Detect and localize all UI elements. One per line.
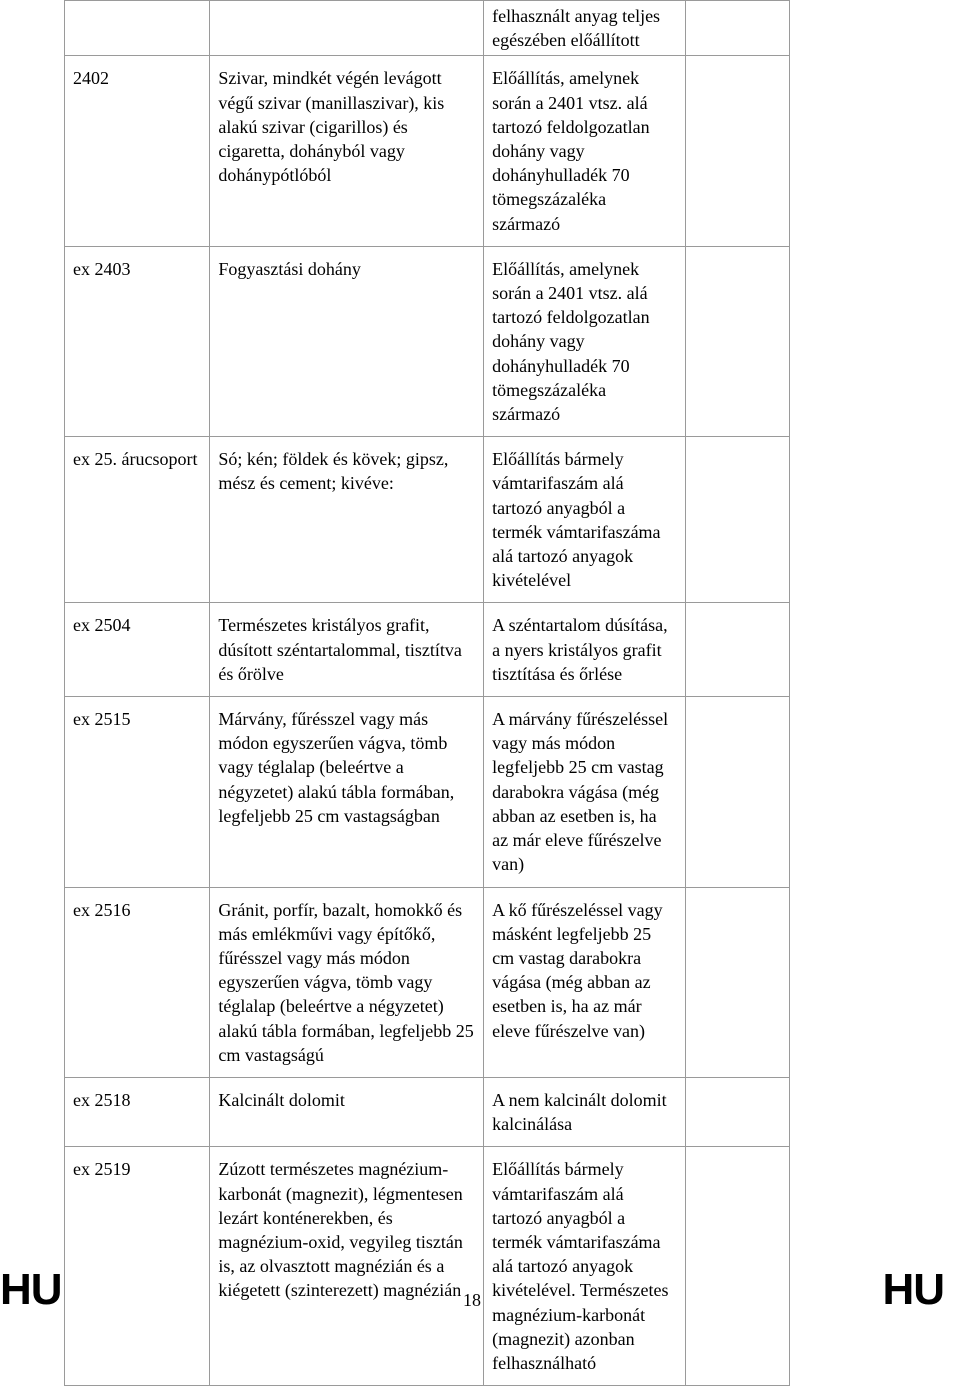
description-text: Kalcinált dolomit bbox=[218, 1089, 345, 1110]
code-text: ex 2515 bbox=[73, 709, 131, 730]
extra-cell bbox=[685, 697, 789, 887]
description-text: Gránit, porfír, bazalt, homokkő és más emlékművi vagy építőkő, fűrésszel vagy más módon egyszerűen vágva, tömb vagy téglalap (beleértve a négyzetet) alakú tábla formában, legfeljebb 25 cm vastagságú bbox=[218, 899, 474, 1065]
description-cell bbox=[210, 1147, 484, 1386]
rule-cell bbox=[484, 887, 686, 1077]
code-text: ex 25. árucsoport bbox=[73, 449, 198, 470]
rule-text: Előállítás, amelynek során a 2401 vtsz. alá tartozó feldolgozatlan dohány vagy dohányhulladék 70 tömegszázaléka származó bbox=[492, 68, 650, 234]
rule-text: felhasznált anyag teljes egészében előállított bbox=[492, 6, 661, 51]
code-text: ex 2518 bbox=[73, 1089, 131, 1110]
rule-text: A nem kalcinált dolomit kalcinálása bbox=[492, 1089, 667, 1135]
rules-table bbox=[64, 0, 790, 1386]
description-text: Természetes kristályos grafit, dúsított széntartalommal, tisztítva és őrölve bbox=[218, 615, 462, 684]
description-cell bbox=[210, 56, 484, 246]
extra-cell bbox=[685, 437, 789, 603]
table-row bbox=[65, 246, 790, 436]
rule-cell bbox=[484, 1077, 686, 1146]
code-text: 2402 bbox=[73, 68, 109, 89]
rule-text: Előállítás bármely vámtarifaszám alá tartozó anyagból a termék vámtarifaszáma alá tartozó anyagok kivételével. Természetes magnézium-karbonát (magnezit) azonban felhasználható bbox=[492, 1159, 669, 1373]
description-cell bbox=[210, 246, 484, 436]
table-row bbox=[65, 603, 790, 697]
code-cell bbox=[65, 437, 210, 603]
table-row bbox=[65, 437, 790, 603]
description-cell bbox=[210, 1077, 484, 1146]
table-row bbox=[65, 1, 790, 56]
code-cell bbox=[65, 246, 210, 436]
extra-cell bbox=[685, 1147, 789, 1386]
table-row bbox=[65, 1147, 790, 1386]
extra-cell bbox=[685, 1077, 789, 1146]
code-text: ex 2516 bbox=[73, 899, 131, 920]
table-row bbox=[65, 697, 790, 887]
rule-cell bbox=[484, 1, 686, 56]
footer-language-mark-right: HU bbox=[882, 1265, 944, 1314]
table-row bbox=[65, 887, 790, 1077]
extra-cell bbox=[685, 1, 789, 56]
table-row bbox=[65, 1077, 790, 1146]
rule-text: A széntartalom dúsítása, a nyers kristályos grafit tisztítása és őrlése bbox=[492, 615, 668, 684]
code-cell bbox=[65, 603, 210, 697]
code-cell bbox=[65, 1, 210, 56]
description-text: Szivar, mindkét végén levágott végű szivar (manillaszivar), kis alakú szivar (cigarillos) és cigaretta, dohányból vagy dohánypótlóból bbox=[218, 68, 445, 186]
extra-cell bbox=[685, 603, 789, 697]
code-text: ex 2504 bbox=[73, 615, 131, 636]
page-number: 18 bbox=[463, 1290, 481, 1310]
rule-cell bbox=[484, 56, 686, 246]
footer-language-mark-left: HU bbox=[0, 1265, 62, 1314]
rule-text: A márvány fűrészeléssel vagy más módon legfeljebb 25 cm vastag darabokra vágása (még abban az esetben is, ha az már eleve fűrészelve van) bbox=[492, 709, 669, 875]
code-text: ex 2403 bbox=[73, 258, 131, 279]
code-cell bbox=[65, 887, 210, 1077]
rule-cell bbox=[484, 697, 686, 887]
description-cell bbox=[210, 437, 484, 603]
code-cell bbox=[65, 1147, 210, 1386]
rule-cell bbox=[484, 246, 686, 436]
rule-text: A kő fűrészeléssel vagy másként legfeljebb 25 cm vastag darabokra vágása (még abban az esetben is, ha az már eleve fűrészelve van) bbox=[492, 899, 663, 1041]
rule-text: Előállítás, amelynek során a 2401 vtsz. alá tartozó feldolgozatlan dohány vagy dohányhulladék 70 tömegszázaléka származó bbox=[492, 258, 650, 425]
description-cell bbox=[210, 697, 484, 887]
code-cell bbox=[65, 56, 210, 246]
extra-cell bbox=[685, 887, 789, 1077]
rule-cell bbox=[484, 437, 686, 603]
description-cell bbox=[210, 1, 484, 56]
code-cell bbox=[65, 1077, 210, 1146]
extra-cell bbox=[685, 246, 789, 436]
description-cell bbox=[210, 603, 484, 697]
code-cell bbox=[65, 697, 210, 887]
description-text: Fogyasztási dohány bbox=[218, 258, 361, 279]
table-row bbox=[65, 56, 790, 246]
code-text: ex 2519 bbox=[73, 1159, 131, 1180]
description-text: Zúzott természetes magnézium-karbonát (magnezit), légmentesen lezárt konténerekben, és magnézium-oxid, vegyileg tisztán is, az olvasztott magnézián és a kiégetett (szinterezett) magnézián bbox=[218, 1159, 463, 1301]
rule-cell bbox=[484, 1147, 686, 1386]
description-cell bbox=[210, 887, 484, 1077]
rule-cell bbox=[484, 603, 686, 697]
extra-cell bbox=[685, 56, 789, 246]
description-text: Márvány, fűrésszel vagy más módon egyszerűen vágva, tömb vagy téglalap (beleértve a négyzetet) alakú tábla formában, legfeljebb 25 cm vastagságban bbox=[218, 709, 455, 826]
rule-text: Előállítás bármely vámtarifaszám alá tartozó anyagból a termék vámtarifaszáma alá tartozó anyagok kivételével bbox=[492, 449, 661, 591]
description-text: Só; kén; földek és kövek; gipsz, mész és cement; kivéve: bbox=[218, 449, 449, 494]
